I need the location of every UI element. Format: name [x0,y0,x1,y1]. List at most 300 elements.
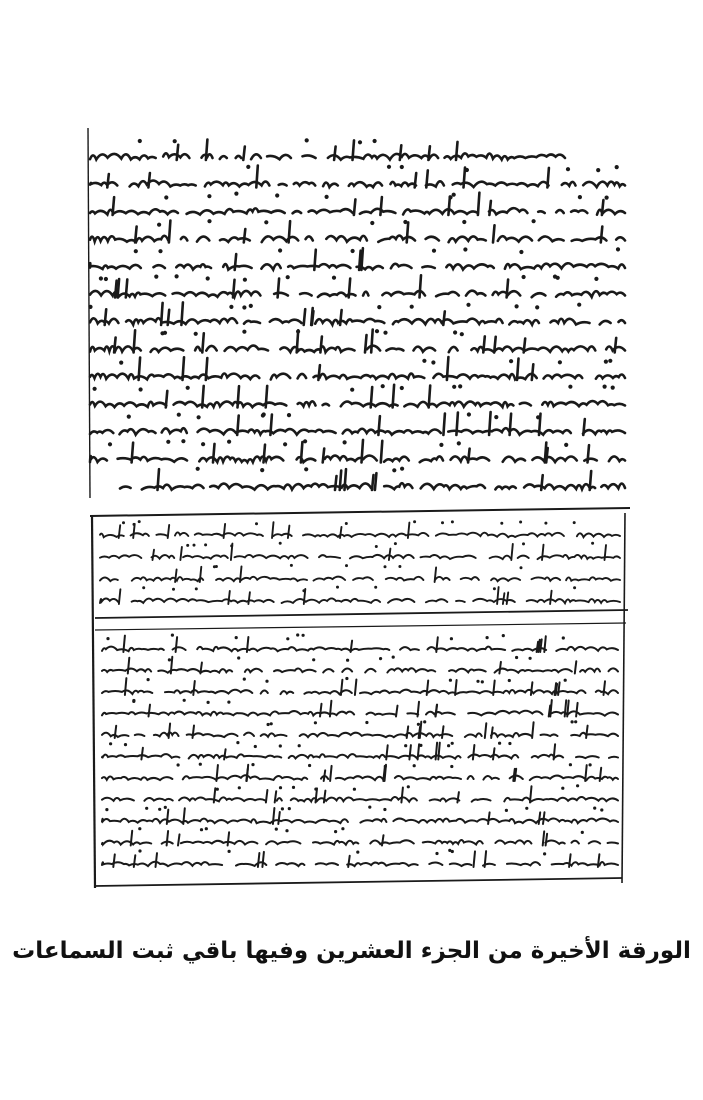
diacritic-dot [417,723,420,726]
diacritic-dot [343,440,347,444]
diacritic-dot [134,249,138,253]
letter-stroke [270,415,272,435]
diacritic-dot [423,720,426,723]
lower-text-line [102,732,618,737]
letter-stroke [401,788,403,803]
diacritic-dot [230,544,233,547]
letter-stroke [167,831,169,846]
diacritic-dot [138,849,141,852]
lower-text-line [102,754,618,759]
letter-stroke [126,279,128,297]
diacritic-dot [593,807,596,810]
diacritic-dot [462,220,466,224]
diacritic-dot [381,384,385,388]
diacritic-dot [544,522,547,525]
letter-stroke [558,682,560,695]
upper-text-line [90,318,625,325]
diacritic-dot [596,168,600,172]
letter-stroke [161,303,163,325]
letter-stroke [314,250,316,270]
diacritic-dot [204,543,207,546]
diacritic-dot [237,656,240,659]
letter-stroke [264,445,266,463]
diacritic-dot [164,195,168,199]
diacritic-dot [88,305,92,309]
diacritic-dot [374,586,377,589]
letter-stroke [543,831,545,845]
diacritic-dot [255,522,258,525]
diacritic-dot [243,278,247,282]
letter-stroke [488,812,490,824]
letter-stroke [320,337,322,353]
diacritic-dot [463,247,467,251]
letter-stroke [183,357,185,380]
diacritic-dot [392,656,395,659]
diacritic-dot [608,359,612,363]
letter-stroke [511,544,513,560]
diacritic-dot [196,467,200,471]
diacritic-dot [465,168,469,172]
letter-stroke [543,812,545,824]
diacritic-dot [213,565,216,568]
letter-stroke [550,591,552,604]
diacritic-dot [173,139,177,143]
diacritic-dot [460,332,464,336]
letter-stroke [586,726,588,738]
diacritic-dot [270,722,273,725]
letter-stroke [524,339,526,353]
diacritic-dot [392,468,396,472]
letter-stroke [583,419,585,435]
letter-stroke [213,444,215,463]
diacritic-dot [298,744,301,747]
diacritic-dot [589,763,592,766]
diacritic-dot [109,742,112,745]
upper-text-line [90,153,565,159]
letter-stroke [381,441,383,463]
letter-stroke [278,812,280,824]
diacritic-dot [124,743,127,746]
letter-stroke [168,525,170,538]
diacritic-dot [164,806,167,809]
diacritic-dot [177,763,180,766]
diacritic-dot [279,542,282,545]
letter-stroke [169,221,171,243]
letter-stroke [169,724,171,739]
diacritic-dot [368,806,371,809]
diacritic-dot [288,807,291,810]
diacritic-dot [466,303,470,307]
diacritic-dot [529,657,532,660]
diacritic-dot [493,587,496,590]
letter-stroke [335,476,337,490]
diacritic-dot [573,521,576,524]
letter-stroke [494,337,496,353]
diacritic-dot [308,764,311,767]
diacritic-dot [419,744,422,747]
diacritic-dot [569,763,572,766]
diacritic-dot [345,564,348,567]
upper-text-line [90,263,625,269]
letter-stroke [371,330,373,353]
letter-stroke [576,703,578,717]
letter-stroke [468,449,470,463]
diacritic-dot [227,440,231,444]
diacritic-dot [594,277,598,281]
letter-stroke [262,852,264,867]
letter-stroke [135,227,137,243]
letter-stroke [323,449,325,463]
diacritic-dot [400,165,404,169]
letter-stroke [237,416,239,436]
letter-stroke [415,173,417,187]
letter-stroke [442,726,444,738]
diacritic-dot [439,443,443,447]
letter-stroke [602,200,604,215]
diacritic-dot [379,657,382,660]
letter-stroke [168,310,170,325]
diacritic-dot [243,678,246,681]
diacritic-dot [450,637,453,640]
letter-stroke [224,749,226,759]
diacritic-dot [384,565,387,568]
diacritic-dot [591,542,594,545]
diacritic-dot [138,139,142,143]
letter-stroke [371,387,373,407]
letter-stroke [158,469,160,490]
diacritic-dot [278,248,282,252]
diacritic-dot [104,277,108,281]
diacritic-dot [600,808,603,811]
diacritic-dot [578,195,582,199]
diacritic-dot [458,384,462,388]
diacritic-dot [571,720,574,723]
letter-stroke [148,173,150,188]
letter-stroke [539,812,541,824]
letter-stroke [372,475,374,490]
letter-stroke [400,145,402,160]
diacritic-dot [432,249,436,253]
diacritic-dot [581,831,584,834]
diacritic-dot [265,680,268,683]
diacritic-dot [476,680,479,683]
diacritic-dot [158,808,161,811]
letter-stroke [353,140,355,160]
diacritic-dot [200,828,203,831]
letter-stroke [278,279,280,298]
lower-text-line [102,797,618,802]
diacritic-dot [400,386,404,390]
middle-text-line [100,532,620,537]
diacritic-dot [481,680,484,683]
diacritic-dot [302,634,305,637]
diacritic-dot [505,809,508,812]
upper-text-line [90,346,625,353]
upper-text-line [90,208,625,215]
letter-stroke [473,745,475,760]
letter-stroke [228,591,230,604]
diacritic-dot [166,440,170,444]
letter-stroke [113,197,115,215]
diacritic-dot [543,852,546,855]
letter-stroke [318,365,320,380]
lower-text-line [102,711,618,716]
letter-stroke [499,662,501,674]
diacritic-dot [346,659,349,662]
diacritic-dot [158,249,162,253]
diacritic-dot [407,785,410,788]
letter-stroke [532,722,534,738]
diacritic-dot [304,467,308,471]
diacritic-dot [573,586,576,589]
letter-stroke [233,280,235,298]
diacritic-dot [562,636,565,639]
diacritic-dot [564,443,568,447]
letter-stroke [149,705,151,717]
diacritic-dot [522,275,526,279]
diacritic-dot [296,633,299,636]
upper-text-line [90,373,625,379]
letter-stroke [478,193,480,215]
letter-stroke [532,364,534,380]
diacritic-dot [603,385,607,389]
letter-stroke [429,386,431,408]
letter-stroke [517,359,519,380]
diacritic-dot [132,699,135,702]
diacritic-dot [142,586,145,589]
diacritic-dot [279,744,282,747]
diacritic-dot [494,415,498,419]
manuscript-scan [70,118,635,898]
letter-stroke [456,142,458,160]
diacritic-dot [334,830,337,833]
diacritic-dot [168,658,171,661]
diacritic-dot [138,827,141,830]
diacritic-dot [234,192,238,196]
upper-text-line [90,181,625,188]
diacritic-dot [375,329,379,333]
diacritic-dot [172,588,175,591]
letter-stroke [456,413,458,436]
diacritic-dot [383,331,387,335]
letter-stroke [359,251,361,270]
diacritic-dot [515,656,518,659]
diacritic-dot [410,305,414,309]
letter-stroke [235,254,237,270]
lower-text-line [102,690,618,694]
diacritic-dot [157,223,161,227]
diacritic-dot [201,442,205,446]
letter-stroke [177,145,179,160]
diacritic-dot [193,544,196,547]
middle-text-line [100,577,620,582]
diacritic-dot [186,544,189,547]
letter-stroke [503,593,505,604]
diacritic-dot [350,388,354,392]
diacritic-dot [509,359,513,363]
letter-stroke [128,658,130,674]
handwriting-lines [88,138,625,867]
diacritic-dot [260,468,264,472]
letter-stroke [289,221,291,242]
letter-stroke [443,414,445,435]
letter-stroke [349,279,351,298]
letter-stroke [428,146,430,160]
diacritic-dot [441,521,444,524]
letter-stroke [202,386,204,408]
diacritic-dot [394,542,397,545]
letter-stroke [133,524,135,538]
diacritic-dot [303,439,307,443]
diacritic-dot [508,742,511,745]
diacritic-dot [373,139,377,143]
handwritten-manuscript-image [70,118,635,898]
letter-stroke [464,168,466,188]
diacritic-dot [604,360,608,364]
diacritic-dot [138,520,141,523]
diacritic-dot [206,276,210,280]
letter-stroke [297,330,299,352]
diacritic-dot [195,587,198,590]
diacritic-dot [302,589,305,592]
diacritic-dot [171,634,174,637]
lower-text-line [102,775,618,780]
diacritic-dot [450,765,453,768]
diacritic-dot [249,304,253,308]
diacritic-dot [377,305,381,309]
letter-stroke [247,765,249,781]
diacritic-dot [384,765,387,768]
diacritic-dot [228,850,231,853]
diacritic-dot [207,194,211,198]
diacritic-dot [235,636,238,639]
page-caption: الورقة الأخيرة من الجزء العشرين وفيها باقي ثبت السماعات [12,938,691,964]
diacritic-dot [183,699,186,702]
diacritic-dot [356,851,359,854]
diacritic-dot [615,165,619,169]
upper-text-line [90,291,625,298]
diacritic-dot [616,247,620,251]
diacritic-dot [576,784,579,787]
diacritic-dot [449,679,452,682]
letter-stroke [474,851,476,867]
letter-stroke [590,471,592,490]
letter-stroke [348,856,350,867]
letter-stroke [202,333,204,352]
diacritic-dot [105,808,108,811]
letter-stroke [200,567,202,582]
diacritic-dot [312,658,315,661]
diacritic-dot [577,303,581,307]
diacritic-dot [283,442,287,446]
diacritic-dot [403,220,407,224]
letter-stroke [340,471,342,490]
diacritic-dot [448,195,452,199]
letter-stroke [491,727,493,738]
diacritic-dot [279,786,282,789]
letter-stroke [288,526,290,538]
letter-stroke [256,166,258,188]
middle-text-line [100,598,620,603]
letter-stroke [311,308,313,325]
letter-stroke [228,832,230,845]
diacritic-dot [207,219,211,223]
letter-stroke [510,414,512,435]
diacritic-dot [452,193,456,197]
diacritic-dot [267,723,270,726]
diacritic-dot [286,275,290,279]
diacritic-dot [447,744,450,747]
diacritic-dot [251,763,254,766]
diacritic-dot [275,828,278,831]
diacritic-dot [242,330,246,334]
letter-stroke [180,547,182,560]
upper-text-line [90,401,625,407]
diacritic-dot [325,195,329,199]
letter-stroke [407,726,409,738]
diacritic-dot [568,385,572,389]
diacritic-dot [106,637,109,640]
lower-text-line [102,668,618,672]
diacritic-dot [108,442,112,446]
diacritic-dot [519,250,523,254]
diacritic-dot [564,679,567,682]
diacritic-dot [205,827,208,830]
letter-stroke [248,592,250,604]
letter-stroke [382,835,384,845]
letter-stroke [493,225,495,242]
letter-stroke [118,279,120,298]
diacritic-dot [175,274,179,278]
diacritic-dot [197,415,201,419]
diacritic-dot [400,467,404,471]
diacritic-dot [345,677,348,680]
diacritic-dot [119,361,123,365]
letter-stroke [393,385,395,408]
lower-text-line [102,818,618,823]
letter-stroke [334,147,336,161]
diacritic-dot [422,359,426,363]
diacritic-dot [451,742,454,745]
letter-stroke [530,786,532,802]
diacritic-dot [314,721,317,724]
diacritic-dot [451,520,454,523]
letter-stroke [420,275,422,297]
diacritic-dot [605,196,609,200]
letter-stroke [243,147,245,160]
letter-stroke [266,386,268,408]
diacritic-dot [566,167,570,171]
diacritic-dot [398,565,401,568]
letter-stroke [407,222,409,242]
letter-stroke [105,309,107,325]
diacritic-dot [181,439,185,443]
diacritic-dot [242,305,246,309]
letter-stroke [380,197,382,215]
diacritic-dot [286,637,289,640]
diacritic-dot [611,386,615,390]
letter-stroke [489,201,491,215]
diacritic-dot [127,415,131,419]
diacritic-dot [532,219,536,223]
diacritic-dot [99,276,103,280]
diacritic-dot [387,165,391,169]
diacritic-dot [498,742,501,745]
letter-stroke [324,770,326,781]
letter-stroke [426,170,428,187]
letter-stroke [389,549,391,560]
diacritic-dot [525,807,528,810]
